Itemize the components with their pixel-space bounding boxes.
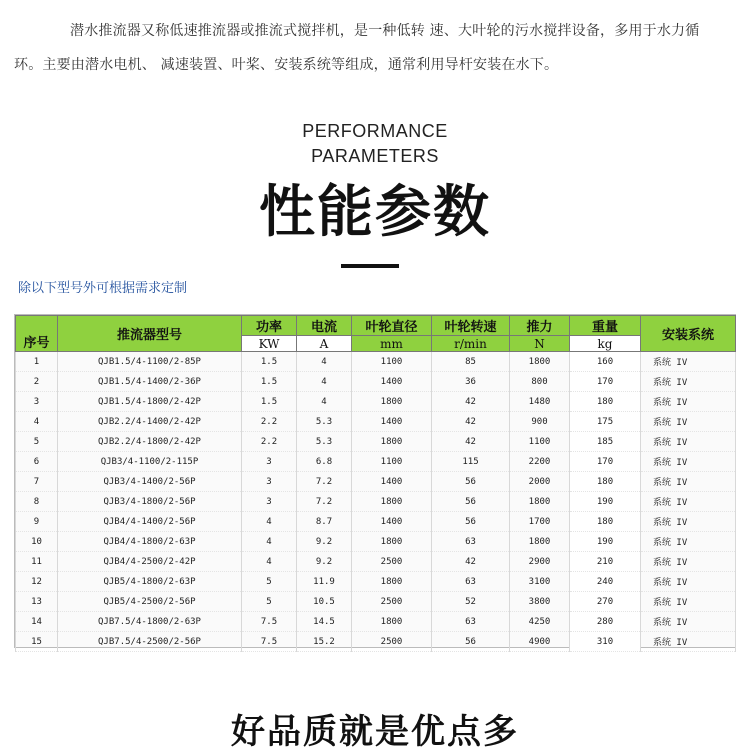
unit-speed: r/min: [432, 336, 510, 352]
performance-table: [14, 314, 736, 648]
cell-weight: 170: [570, 452, 641, 472]
table-row: [16, 512, 736, 532]
cell-seq: 9: [16, 512, 58, 532]
cell-current: 4: [297, 392, 352, 412]
cell-diameter: 1100: [352, 352, 432, 372]
cell-model: QJB3/4-1800/2-56P: [58, 492, 242, 512]
cell-speed: 42: [432, 552, 510, 572]
cell-power: 2.2: [242, 432, 297, 452]
cell-current: 10.5: [297, 592, 352, 612]
cell-weight: 175: [570, 412, 641, 432]
cell-thrust: 2900: [510, 552, 570, 572]
header-model: 推流器型号: [58, 316, 242, 352]
cell-model: QJB5/4-2500/2-56P: [58, 592, 242, 612]
cell-speed: 63: [432, 612, 510, 632]
cell-model: QJB1.5/4-1800/2-42P: [58, 392, 242, 412]
unit-diameter: mm: [352, 336, 432, 352]
section-eng-title-line1: PERFORMANCE: [302, 121, 448, 141]
cell-install: 系统 IV: [641, 512, 736, 532]
cell-install: 系统 IV: [641, 472, 736, 492]
cell-install: 系统 IV: [641, 612, 736, 632]
cell-speed: 85: [432, 352, 510, 372]
cell-weight: 210: [570, 552, 641, 572]
table-row: [16, 572, 736, 592]
header-thrust: 推力: [510, 316, 570, 336]
unit-thrust: N: [510, 336, 570, 352]
cell-install: 系统 IV: [641, 632, 736, 652]
cell-weight: 180: [570, 512, 641, 532]
cell-speed: 52: [432, 592, 510, 612]
cell-install: 系统 IV: [641, 492, 736, 512]
cell-diameter: 1400: [352, 472, 432, 492]
cell-model: QJB3/4-1400/2-56P: [58, 472, 242, 492]
cell-speed: 36: [432, 372, 510, 392]
unit-current: A: [297, 336, 352, 352]
cell-power: 1.5: [242, 352, 297, 372]
cell-current: 4: [297, 352, 352, 372]
cell-seq: 7: [16, 472, 58, 492]
table-row: [16, 412, 736, 432]
cell-seq: 5: [16, 432, 58, 452]
cell-diameter: 2500: [352, 592, 432, 612]
cell-current: 4: [297, 372, 352, 392]
cell-thrust: 2200: [510, 452, 570, 472]
cell-seq: 12: [16, 572, 58, 592]
cell-current: 9.2: [297, 552, 352, 572]
table-row: [16, 372, 736, 392]
table-row: [16, 552, 736, 572]
cell-power: 5: [242, 592, 297, 612]
table-row: [16, 632, 736, 652]
cell-thrust: 3800: [510, 592, 570, 612]
cell-weight: 190: [570, 492, 641, 512]
custom-note: 除以下型号外可根据需求定制: [18, 281, 188, 296]
cell-install: 系统 IV: [641, 392, 736, 412]
cell-thrust: 2000: [510, 472, 570, 492]
cell-power: 4: [242, 532, 297, 552]
cell-diameter: 1800: [352, 392, 432, 412]
cell-speed: 63: [432, 572, 510, 592]
cell-thrust: 1480: [510, 392, 570, 412]
cell-diameter: 1100: [352, 452, 432, 472]
cell-weight: 180: [570, 392, 641, 412]
intro-paragraph: 潜水推流器又称低速推流器或推流式搅拌机，是一种低转 速、大叶轮的污水搅拌设备，多用于水力循环。主要由潜水电机、 减速装置、叶桨、安装系统等组成，通常利用导杆安装在水下。: [14, 23, 700, 73]
cell-install: 系统 IV: [641, 532, 736, 552]
cell-current: 9.2: [297, 532, 352, 552]
cell-power: 1.5: [242, 372, 297, 392]
cell-power: 5: [242, 572, 297, 592]
cell-power: 3: [242, 492, 297, 512]
cell-speed: 56: [432, 492, 510, 512]
cell-model: QJB1.5/4-1400/2-36P: [58, 372, 242, 392]
cell-weight: 160: [570, 352, 641, 372]
cell-current: 15.2: [297, 632, 352, 652]
title-underline: [341, 264, 399, 268]
cell-power: 3: [242, 472, 297, 492]
cell-weight: 310: [570, 632, 641, 652]
cell-current: 7.2: [297, 472, 352, 492]
cell-power: 7.5: [242, 612, 297, 632]
cell-seq: 1: [16, 352, 58, 372]
cell-model: QJB1.5/4-1100/2-85P: [58, 352, 242, 372]
cell-thrust: 800: [510, 372, 570, 392]
cell-diameter: 1400: [352, 372, 432, 392]
cell-install: 系统 IV: [641, 432, 736, 452]
cell-install: 系统 IV: [641, 552, 736, 572]
unit-weight: kg: [570, 336, 641, 352]
table-row: [16, 612, 736, 632]
cell-install: 系统 IV: [641, 372, 736, 392]
cell-thrust: 4250: [510, 612, 570, 632]
cell-current: 7.2: [297, 492, 352, 512]
cell-weight: 185: [570, 432, 641, 452]
cell-power: 4: [242, 512, 297, 532]
cell-speed: 56: [432, 632, 510, 652]
table-body: [16, 352, 736, 652]
cell-seq: 11: [16, 552, 58, 572]
cell-model: QJB3/4-1100/2-115P: [58, 452, 242, 472]
table-row: [16, 452, 736, 472]
cell-model: QJB4/4-1400/2-56P: [58, 512, 242, 532]
cell-model: QJB4/4-1800/2-63P: [58, 532, 242, 552]
cell-thrust: 1800: [510, 352, 570, 372]
cell-diameter: 1800: [352, 572, 432, 592]
cell-install: 系统 IV: [641, 352, 736, 372]
cell-weight: 170: [570, 372, 641, 392]
cell-seq: 6: [16, 452, 58, 472]
cell-thrust: 900: [510, 412, 570, 432]
cell-diameter: 1800: [352, 532, 432, 552]
cell-weight: 270: [570, 592, 641, 612]
header-current: 电流: [297, 316, 352, 336]
cell-seq: 13: [16, 592, 58, 612]
cell-install: 系统 IV: [641, 592, 736, 612]
cell-weight: 180: [570, 472, 641, 492]
cell-diameter: 1400: [352, 512, 432, 532]
header-weight: 重量: [570, 316, 641, 336]
cell-current: 6.8: [297, 452, 352, 472]
cell-power: 1.5: [242, 392, 297, 412]
table-row: [16, 432, 736, 452]
cell-seq: 3: [16, 392, 58, 412]
cell-diameter: 2500: [352, 552, 432, 572]
cell-model: QJB5/4-1800/2-63P: [58, 572, 242, 592]
unit-power: KW: [242, 336, 297, 352]
cell-power: 7.5: [242, 632, 297, 652]
table-row: [16, 392, 736, 412]
cell-thrust: 3100: [510, 572, 570, 592]
cell-current: 5.3: [297, 412, 352, 432]
cell-diameter: 2500: [352, 632, 432, 652]
cell-model: QJB4/4-2500/2-42P: [58, 552, 242, 572]
cell-speed: 42: [432, 392, 510, 412]
cell-current: 11.9: [297, 572, 352, 592]
table-row: [16, 532, 736, 552]
cell-model: QJB2.2/4-1400/2-42P: [58, 412, 242, 432]
cell-model: QJB2.2/4-1800/2-42P: [58, 432, 242, 452]
cell-seq: 15: [16, 632, 58, 652]
cell-power: 2.2: [242, 412, 297, 432]
cell-install: 系统 IV: [641, 452, 736, 472]
cell-power: 4: [242, 552, 297, 572]
cell-thrust: 4900: [510, 632, 570, 652]
cell-power: 3: [242, 452, 297, 472]
cell-model: QJB7.5/4-1800/2-63P: [58, 612, 242, 632]
cell-seq: 4: [16, 412, 58, 432]
cell-thrust: 1800: [510, 492, 570, 512]
cell-current: 14.5: [297, 612, 352, 632]
cell-speed: 115: [432, 452, 510, 472]
table-row: [16, 472, 736, 492]
cell-seq: 14: [16, 612, 58, 632]
header-diameter: 叶轮直径: [352, 316, 432, 336]
cell-thrust: 1100: [510, 432, 570, 452]
section-cn-title: 性能参数: [259, 180, 491, 245]
cell-diameter: 1800: [352, 612, 432, 632]
table-row: [16, 592, 736, 612]
cell-speed: 63: [432, 532, 510, 552]
table-row: [16, 492, 736, 512]
cell-speed: 56: [432, 472, 510, 492]
cell-seq: 2: [16, 372, 58, 392]
cell-diameter: 1400: [352, 412, 432, 432]
cell-thrust: 1800: [510, 532, 570, 552]
header-power: 功率: [242, 316, 297, 336]
cell-diameter: 1800: [352, 492, 432, 512]
header-seq: 序号: [16, 316, 58, 352]
header-install: 安装系统: [641, 316, 736, 352]
table-row: [16, 352, 736, 372]
cell-weight: 280: [570, 612, 641, 632]
bottom-title: 好品质就是优点多: [231, 712, 519, 752]
cell-speed: 56: [432, 512, 510, 532]
cell-speed: 42: [432, 432, 510, 452]
cell-speed: 42: [432, 412, 510, 432]
cell-current: 5.3: [297, 432, 352, 452]
section-eng-title-line2: PARAMETERS: [311, 146, 439, 166]
cell-seq: 10: [16, 532, 58, 552]
header-speed: 叶轮转速: [432, 316, 510, 336]
cell-thrust: 1700: [510, 512, 570, 532]
cell-weight: 190: [570, 532, 641, 552]
cell-weight: 240: [570, 572, 641, 592]
cell-diameter: 1800: [352, 432, 432, 452]
cell-model: QJB7.5/4-2500/2-56P: [58, 632, 242, 652]
cell-install: 系统 IV: [641, 572, 736, 592]
cell-current: 8.7: [297, 512, 352, 532]
cell-seq: 8: [16, 492, 58, 512]
cell-install: 系统 IV: [641, 412, 736, 432]
